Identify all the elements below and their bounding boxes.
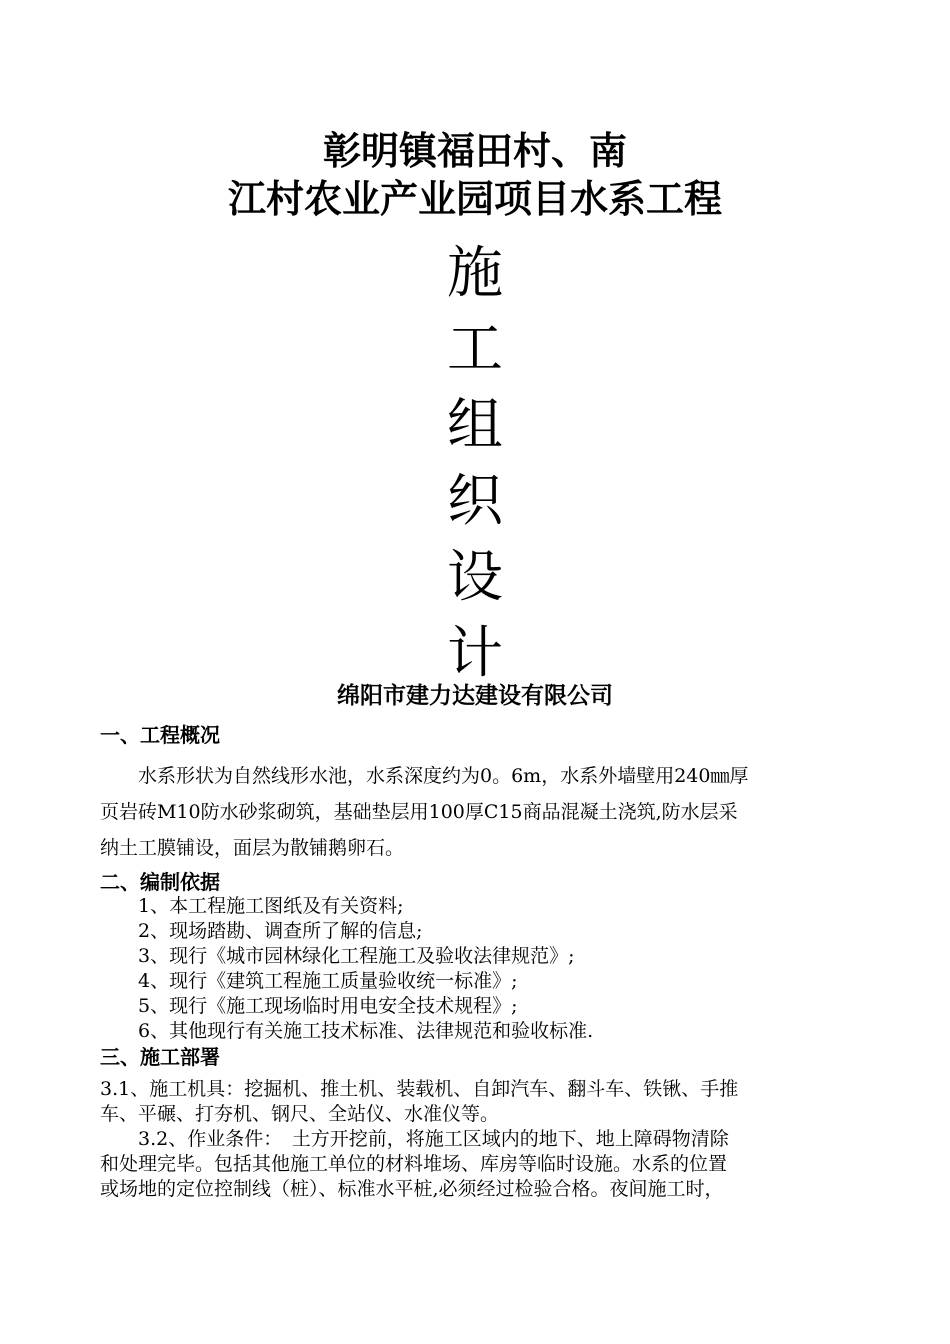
document-title-line-2: 江村农业产业园项目水系工程 — [227, 177, 722, 221]
section-heading-basis: 二、编制依据 — [100, 870, 220, 894]
vertical-title-char: 组 — [447, 393, 503, 458]
section-heading-overview: 一、工程概况 — [100, 723, 220, 747]
vertical-title-char: 设 — [447, 545, 503, 610]
section-heading-deployment: 三、施工部署 — [100, 1045, 220, 1069]
vertical-title-char: 织 — [447, 469, 503, 534]
paragraph-line: 页岩砖M10防水砂浆砌筑，基础垫层用100厚C15商品混凝土浇筑,防水层采 — [100, 801, 738, 823]
section-overview-body — [100, 758, 852, 866]
list-item: 4、现行《建筑工程施工质量验收统一标准》; — [100, 970, 518, 992]
list-item: 1、本工程施工图纸及有关资料; — [100, 895, 404, 917]
section-basis-list — [100, 894, 852, 1044]
paragraph-line: 3.1、施工机具：挖掘机、推土机、装载机、自卸汽车、翻斗车、铁锹、手推 — [100, 1078, 739, 1100]
paragraph-line: 车、平碾、打夯机、钢尺、全站仪、水准仪等。 — [100, 1103, 500, 1125]
paragraph-line: 或场地的定位控制线（桩）、标准水平桩,必须经过检验合格。夜间施工时， — [100, 1178, 724, 1200]
vertical-title-char: 施 — [447, 241, 503, 306]
document-title-line-1: 彰明镇福田村、南 — [322, 129, 627, 173]
vertical-title — [0, 236, 950, 692]
paragraph-line: 水系形状为自然线形水池，水系深度约为0。6m，水系外墙壁用240㎜厚 — [100, 765, 749, 787]
company-name: 绵阳市建力达建设有限公司 — [337, 683, 613, 709]
list-item: 6、其他现行有关施工技术标准、法律规范和验收标准. — [100, 1020, 594, 1042]
vertical-title-char: 工 — [447, 317, 503, 382]
paragraph-line: 和处理完毕。包括其他施工单位的材料堆场、库房等临时设施。水系的位置 — [100, 1153, 728, 1175]
list-item: 5、现行《施工现场临时用电安全技术规程》; — [100, 995, 518, 1017]
vertical-title-char: 计 — [447, 621, 503, 686]
list-item: 3、现行《城市园林绿化工程施工及验收法律规范》; — [100, 945, 575, 967]
list-item: 2、现场踏勘、调查所了解的信息; — [100, 920, 423, 942]
paragraph-line: 3.2、作业条件： 土方开挖前，将施工区域内的地下、地上障碍物清除 — [100, 1128, 729, 1150]
section-deployment-body — [100, 1077, 852, 1202]
paragraph-line: 纳土工膜铺设，面层为散铺鹅卵石。 — [100, 837, 405, 859]
